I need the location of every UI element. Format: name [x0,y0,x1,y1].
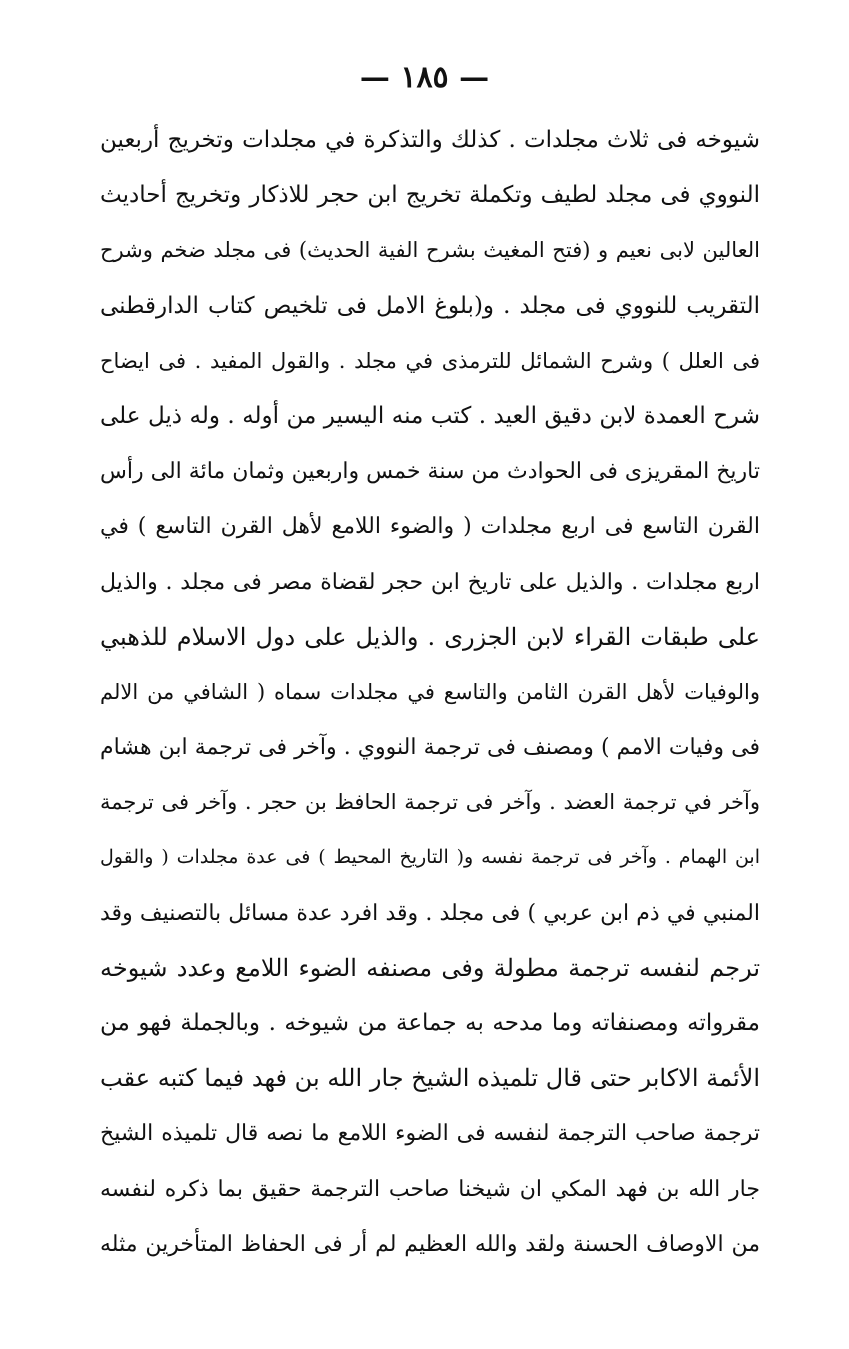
text-line-12: فى وفيات الامم ) ومصنف فى ترجمة النووي . وآخر فى ترجمة ابن هشام [100,735,760,761]
text-line-11: والوفيات لأهل القرن الثامن والتاسع في مجلدات سماه ( الشافي من الالم [100,679,760,704]
text-line-2: النووي فى مجلد لطيف وتكملة تخريج ابن حجر للاذكار وتخريج أحاديث [100,182,760,209]
body-text [100,113,760,1272]
text-line-17: مقرواته ومصنفاته وما مدحه به جماعة من شيوخه . وبالجملة فهو من [100,1010,760,1036]
text-line-5: فى العلل ) وشرح الشمائل للترمذى في مجلد . والقول المفيد . فى ايضاح [100,348,760,373]
text-line-6: شرح العمدة لابن دقيق العيد . كتب منه اليسير من أوله . وله ذيل على [100,402,760,429]
text-line-4: التقريب للنووي فى مجلد . و(بلوغ الامل فى تلخيص كتاب الدارقطنى [100,292,760,319]
text-line-19: ترجمة صاحب الترجمة لنفسه فى الضوء اللامع ما نصه قال تلميذه الشيخ [100,1121,760,1147]
text-line-3: العالين لابى نعيم و (فتح المغيث بشرح الفية الحديث) فى مجلد ضخم وشرح [100,238,760,263]
text-line-21: من الاوصاف الحسنة ولقد والله العظيم لم أر فى الحفاظ المتأخرين مثله [100,1231,760,1257]
text-line-15: المنبي في ذم ابن عربي ) فى مجلد . وقد افرد عدة مسائل بالتصنيف وقد [100,900,760,926]
text-line-13: وآخر في ترجمة العضد . وآخر فى ترجمة الحافظ بن حجر . وآخر فى ترجمة [100,790,760,815]
text-line-7: تاريخ المقريزى فى الحوادث من سنة خمس واربعين وثمان مائة الى رأس [100,459,760,485]
text-line-18: الأئمة الاكابر حتى قال تلميذه الشيخ جار الله بن فهد فيما كتبه عقب [100,1064,760,1093]
text-line-14: ابن الهمام . وآخر فى ترجمة نفسه و( التاريخ المحيط ) فى عدة مجلدات ( والقول [100,846,760,869]
text-line-1: شيوخه فى ثلاث مجلدات . كذلك والتذكرة في مجلدات وتخريج أربعين [100,127,760,153]
text-line-16: ترجم لنفسه ترجمة مطولة وفى مصنفه الضوء اللامع وعدد شيوخه [100,953,760,982]
page-number: — ١٨٥ — [359,60,490,95]
text-line-9: اربع مجلدات . والذيل على تاريخ ابن حجر لقضاة مصر فى مجلد . والذيل [100,569,760,595]
text-line-10: على طبقات القراء لابن الجزرى . والذيل على دول الاسلام للذهبي [100,622,760,651]
text-line-8: القرن التاسع فى اربع مجلدات ( والضوء اللامع لأهل القرن التاسع ) في [100,514,760,540]
text-line-20: جار الله بن فهد المكي ان شيخنا صاحب الترجمة حقيق بما ذكره لنفسه [100,1176,760,1202]
